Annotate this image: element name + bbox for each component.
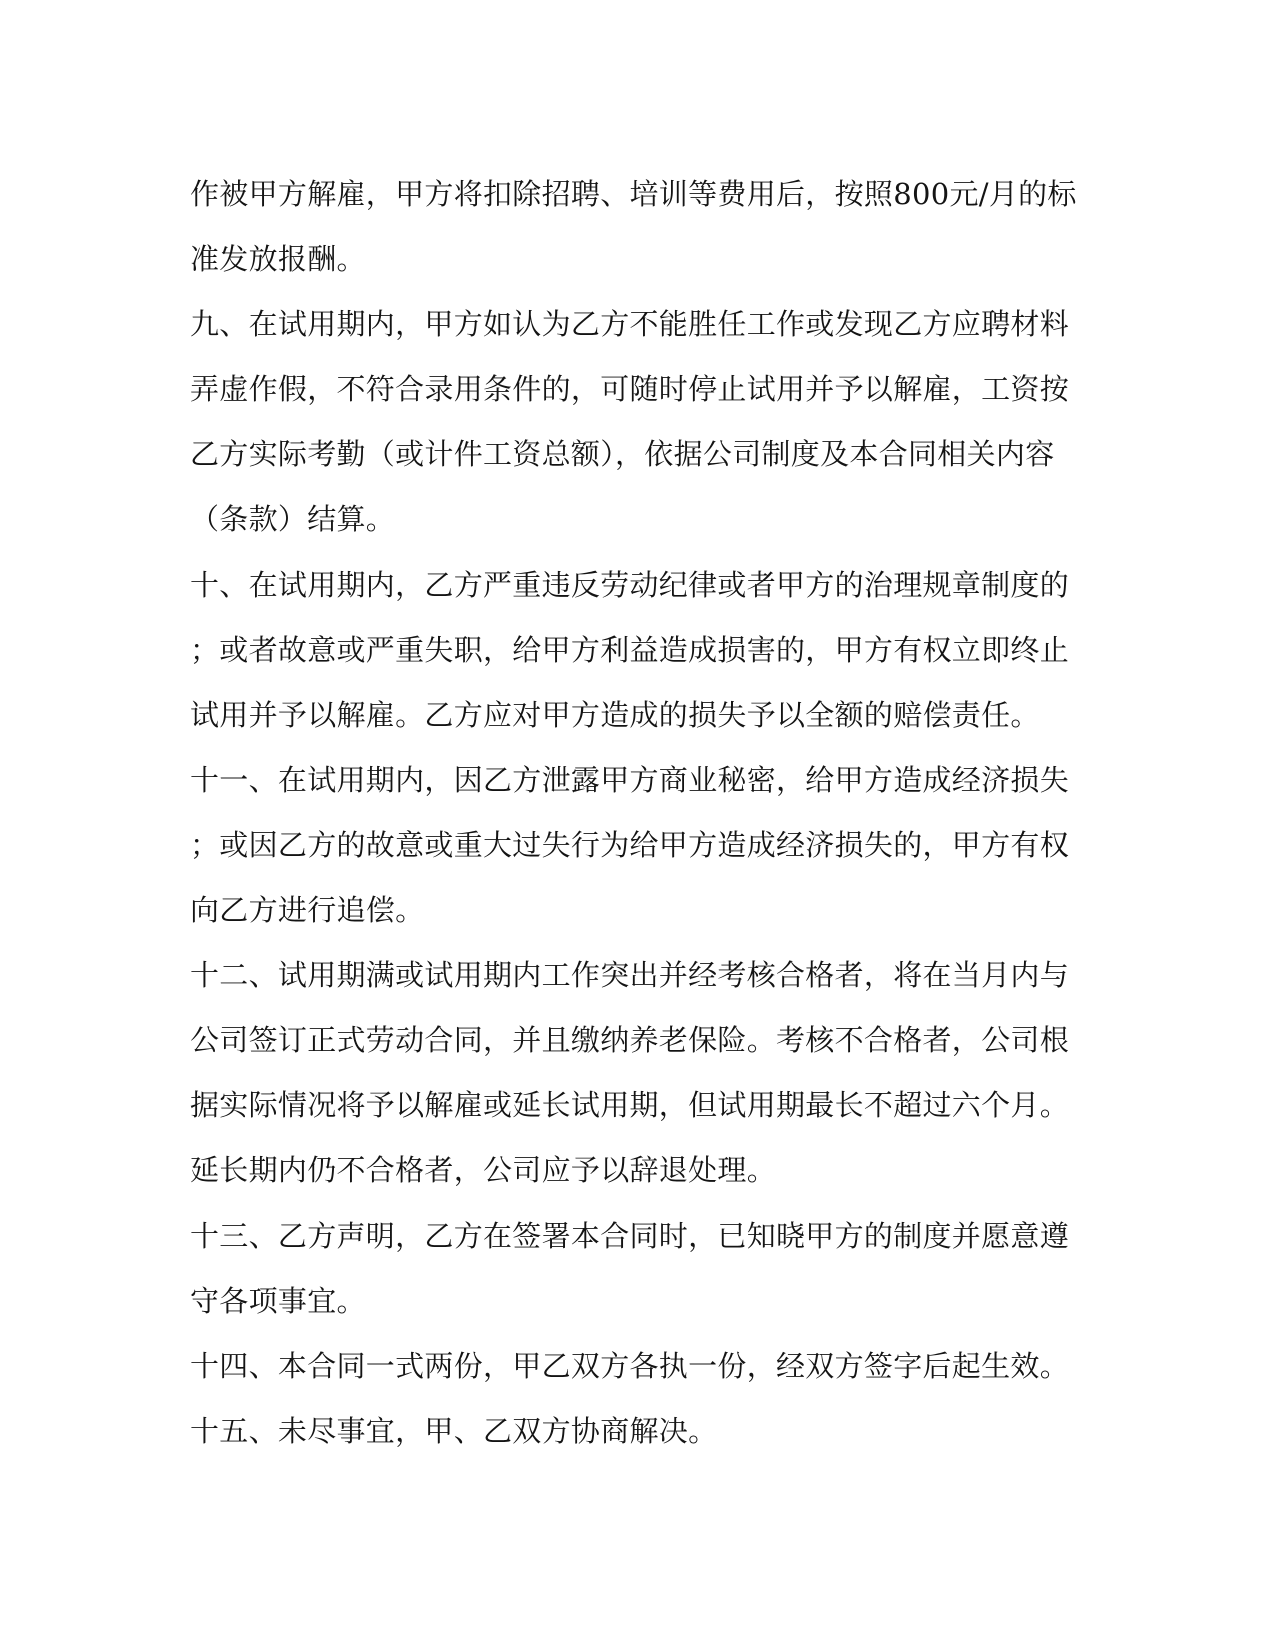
text-line: 试用并予以解雇。乙方应对甲方造成的损失予以全额的赔偿责任。 xyxy=(190,697,1040,732)
text-line: 向乙方进行追偿。 xyxy=(190,893,425,928)
text-line: 准发放报酬。 xyxy=(190,242,366,277)
text-line: ；或者故意或严重失职，给甲方利益造成损害的，甲方有权立即终止 xyxy=(190,632,1070,667)
text-line: 据实际情况将予以解雇或延长试用期，但试用期最长不超过六个月。 xyxy=(190,1088,1070,1123)
text-line: 九、在试用期内，甲方如认为乙方不能胜任工作或发现乙方应聘材料 xyxy=(190,307,1070,342)
text-line: 十五、未尽事宜，甲、乙双方协商解决。 xyxy=(190,1413,718,1448)
text-line: 十、在试用期内，乙方严重违反劳动纪律或者甲方的治理规章制度的 xyxy=(190,567,1070,602)
text-line: 乙方实际考勤（或计件工资总额），依据公司制度及本合同相关内容 xyxy=(190,437,1055,472)
text-line: 十四、本合同一式两份，甲乙双方各执一份，经双方签字后起生效。 xyxy=(190,1348,1070,1383)
text-line: 延长期内仍不合格者，公司应予以辞退处理。 xyxy=(190,1153,777,1188)
text-line: 作被甲方解雇，甲方将扣除招聘、培训等费用后，按照800元/月的标 xyxy=(190,177,1077,211)
text-line: 十二、试用期满或试用期内工作突出并经考核合格者，将在当月内与 xyxy=(190,958,1070,993)
text-line: 十三、乙方声明，乙方在签署本合同时，已知晓甲方的制度并愿意遵 xyxy=(190,1218,1070,1253)
text-line: 十一、在试用期内，因乙方泄露甲方商业秘密，给甲方造成经济损失 xyxy=(190,762,1070,797)
contract-text xyxy=(190,162,1090,1464)
text-line: 弄虚作假，不符合录用条件的，可随时停止试用并予以解雇，工资按 xyxy=(190,372,1070,407)
text-line: 守各项事宜。 xyxy=(190,1283,366,1318)
text-line: 公司签订正式劳动合同，并且缴纳养老保险。考核不合格者，公司根 xyxy=(190,1023,1070,1058)
text-line: ；或因乙方的故意或重大过失行为给甲方造成经济损失的，甲方有权 xyxy=(190,827,1070,862)
text-line: （条款）结算。 xyxy=(190,502,396,537)
